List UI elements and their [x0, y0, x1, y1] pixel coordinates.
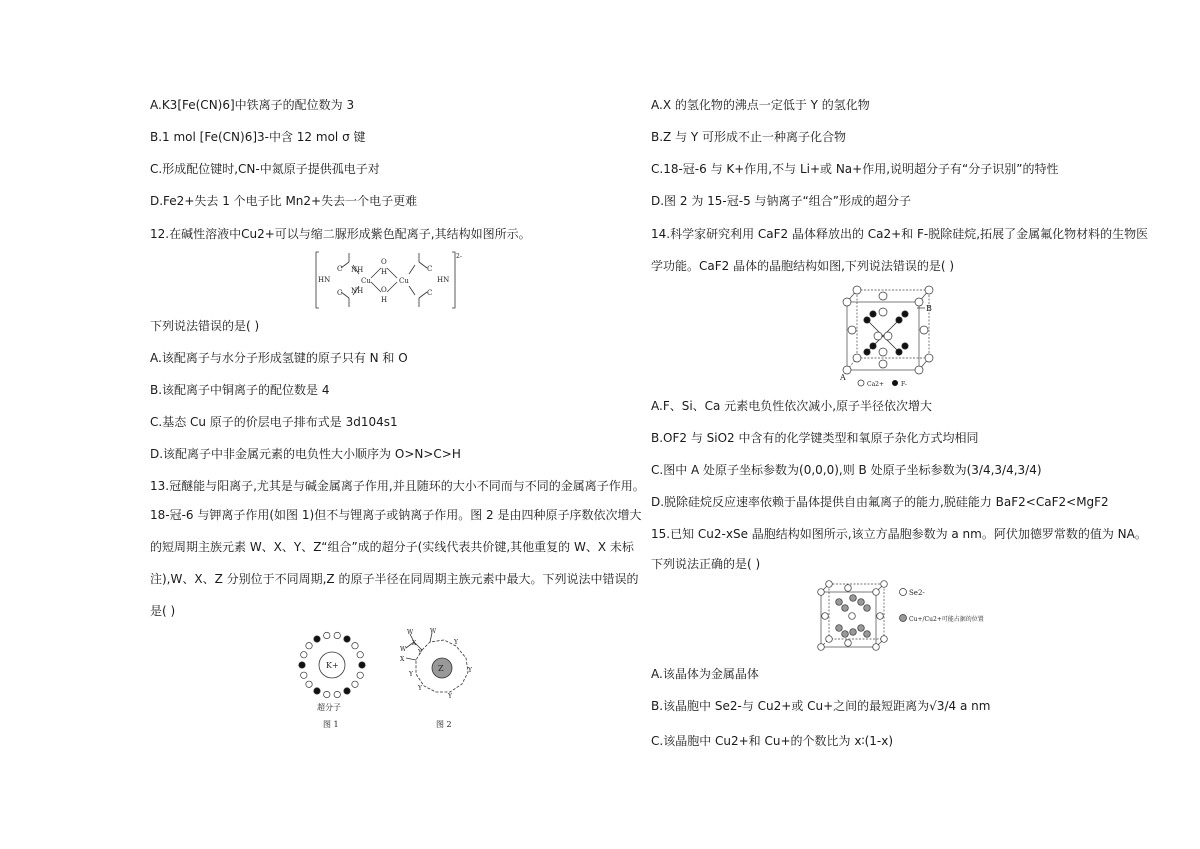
ring-atom — [324, 691, 330, 697]
q15-line-2: 下列说法正确的是( ) — [651, 557, 761, 571]
ca-ion — [879, 360, 887, 368]
q13-figure-2 — [400, 628, 490, 733]
f-ion — [896, 317, 902, 323]
se-ion — [881, 636, 888, 643]
ring-atom — [299, 662, 305, 668]
ca-ion — [915, 366, 923, 374]
fig1-center-label: K+ — [326, 661, 339, 670]
q12-complex-structure-figure — [315, 250, 470, 310]
q12-label-hn-left: HN — [318, 276, 331, 284]
f-ion — [864, 349, 870, 355]
ca-ion — [879, 292, 887, 300]
ring-atom — [357, 652, 363, 658]
f-ion — [864, 317, 870, 323]
se-ion — [818, 589, 825, 596]
q12-label-c3: C — [427, 265, 433, 273]
q13-line-5: 是( ) — [150, 604, 176, 618]
se-ion — [849, 613, 856, 620]
ring-atom — [306, 681, 312, 687]
q12-label-o-top: O — [381, 258, 387, 266]
fig2-atom-x1: X — [412, 640, 417, 647]
fig2-atom-y2: Y — [454, 639, 458, 646]
se-ion — [873, 644, 880, 651]
q13-line-1: 13.冠醚能与阳离子,尤其是与碱金属离子作用,并且随环的大小不同而与不同的金属离子作用。 — [150, 479, 645, 493]
ca-ion — [874, 332, 882, 340]
fig2-atom-y5: Y — [418, 685, 422, 692]
q13-line-4: 注),W、X、Z 分别位于不同周期,Z 的原子半径在同周期主族元素中最大。下列说法中错误的 — [150, 572, 639, 586]
q13-option-a: A.X 的氢化物的沸点一定低于 Y 的氢化物 — [651, 98, 870, 112]
q11-option-a: A.K3[Fe(CN)6]中铁离子的配位数为 3 — [150, 98, 355, 112]
ring-atom — [352, 681, 358, 687]
fig2-atom-w3: W — [430, 628, 437, 635]
q14-line-2: 学功能。CaF2 晶体的晶胞结构如图,下列说法错误的是( ) — [651, 259, 955, 273]
q14-option-a: A.F、Si、Ca 元素电负性依次减小,原子半径依次增大 — [651, 399, 933, 413]
q15-cu2xse-unit-cell-figure — [817, 580, 984, 655]
q12-label-c1: C — [337, 265, 343, 273]
q12-label-nh-2: NH — [351, 287, 364, 295]
q12-label-cu-2: Cu — [399, 277, 409, 285]
se-ion-set — [818, 581, 888, 651]
ring-atom — [359, 662, 365, 668]
fig2-atom-w1: W — [407, 629, 414, 636]
ring-atom — [314, 688, 320, 694]
cu-site — [836, 599, 843, 606]
ca-ion — [879, 308, 887, 316]
q13-option-b: B.Z 与 Y 可形成不止一种离子化合物 — [651, 130, 847, 144]
q12-question: 下列说法错误的是( ) — [150, 319, 260, 333]
cu-site — [836, 625, 843, 632]
fig2-atom-x2: X — [400, 656, 405, 663]
q15-line-1: 15.已知 Cu2-xSe 晶胞结构如图所示,该立方晶胞参数为 a nm。阿伏加德罗常数的值为 NA。 — [651, 527, 1147, 541]
ca-ion-set — [843, 286, 933, 374]
ca-ion — [925, 354, 933, 362]
ring-atom — [344, 636, 350, 642]
fig2-atom-y6: Y — [409, 671, 413, 678]
q13-line-2: 18-冠-6 与钾离子作用(如图 1)但不与锂离子或钠离子作用。图 2 是由四种原子序数依次增大 — [150, 508, 642, 522]
cu-site — [850, 595, 857, 602]
ca-ion — [848, 326, 856, 334]
ring-atom — [301, 652, 307, 658]
se-ion — [881, 581, 888, 588]
ring-atom — [334, 632, 340, 638]
ring-atom — [306, 643, 312, 649]
q14-option-c: C.图中 A 处原子坐标参数为(0,0,0),则 B 处原子坐标参数为(3/4,3/4,3/4) — [651, 463, 1042, 477]
q12-label-nh-1: NH — [351, 266, 364, 274]
se-ion — [822, 613, 829, 620]
ring-atom — [324, 632, 330, 638]
ring-atom — [334, 691, 340, 697]
ca-ion — [843, 298, 851, 306]
q15-legend-cu: Cu+/Cu2+可能占据的位置 — [909, 616, 984, 623]
fig2-atom-y1: Y — [418, 649, 422, 656]
cu-site — [858, 625, 865, 632]
q12-option-b: B.该配离子中铜离子的配位数是 4 — [150, 383, 330, 397]
ca-ion — [920, 326, 928, 334]
q15-option-c: C.该晶胞中 Cu2+和 Cu+的个数比为 x∶(1-x) — [651, 734, 894, 748]
q12-label-cu-1: Cu — [361, 277, 371, 285]
cu-site — [850, 629, 857, 636]
fig2-atom-y4: Y — [448, 693, 452, 700]
ring-atom — [314, 636, 320, 642]
f-ion — [870, 343, 876, 349]
fig2-caption: 图 2 — [436, 720, 452, 729]
q12-label-hn-right: HN — [437, 276, 450, 284]
se-ion — [818, 644, 825, 651]
q12-option-c: C.基态 Cu 原子的价层电子排布式是 3d104s1 — [150, 415, 398, 429]
ring-atom — [357, 672, 363, 678]
ca-ion — [915, 298, 923, 306]
se-ion — [826, 636, 833, 643]
q12-label-c2: C — [337, 289, 343, 297]
q14-legend-f: F- — [901, 381, 907, 388]
ca-ion — [884, 332, 892, 340]
q14-legend-ca: Ca2+ — [867, 381, 885, 388]
se-ion — [845, 640, 852, 647]
ca-ion — [853, 286, 861, 294]
ring-atom — [344, 688, 350, 694]
fig2-center-label: Z — [438, 664, 444, 673]
cu-site — [842, 631, 849, 638]
q12-label-h-top: H — [381, 268, 388, 276]
q14-label-b: B — [926, 304, 932, 313]
f-ion — [902, 343, 908, 349]
f-ion — [896, 349, 902, 355]
q14-line-1: 14.科学家研究利用 CaF2 晶体释放出的 Ca2+和 F-脱除硅烷,拓展了金属氟化物材料的生物医 — [651, 227, 1149, 241]
q14-option-d: D.脱除硅烷反应速率依赖于晶体提供自由氟离子的能力,脱硅能力 BaF2<CaF2<MgF2 — [651, 495, 1109, 509]
ca-ion — [925, 286, 933, 294]
ring-atom — [352, 643, 358, 649]
q15-option-b: B.该晶胞中 Se2-与 Cu2+或 Cu+之间的最短距离为√3/4 a nm — [651, 699, 991, 713]
fig2-atom-w2: W — [400, 646, 407, 653]
q11-option-b: B.1 mol [Fe(CN)6]3-中含 12 mol σ 键 — [150, 130, 366, 144]
q11-option-d: D.Fe2+失去 1 个电子比 Mn2+失去一个电子更难 — [150, 194, 418, 208]
q12-label-charge: 2- — [456, 253, 462, 260]
q11-option-c: C.形成配位键时,CN-中氮原子提供孤电子对 — [150, 162, 380, 176]
q15-legend-se: Se2- — [909, 589, 925, 597]
se-ion — [826, 581, 833, 588]
ca-ion — [879, 348, 887, 356]
q12-label-h-bottom: H — [381, 296, 388, 304]
se-ion — [845, 585, 852, 592]
q15-option-a: A.该晶体为金属晶体 — [651, 667, 759, 681]
q12-label-o-bottom: O — [381, 286, 387, 294]
ring-atom — [301, 672, 307, 678]
q13-figure-1 — [295, 628, 370, 733]
fig1-caption: 图 1 — [323, 720, 339, 729]
ca-ion — [853, 354, 861, 362]
fig1-caption-top: 超分子 — [317, 703, 341, 712]
q13-line-3: 的短周期主族元素 W、X、Y、Z“组合”成的超分子(实线代表共价键,其他重复的 W、X 未标 — [150, 540, 634, 554]
se-ion — [877, 613, 884, 620]
q12-stem: 12.在碱性溶液中Cu2+可以与缩二脲形成紫色配离子,其结构如图所示。 — [150, 227, 531, 241]
q14-label-a: A — [840, 373, 846, 382]
q12-option-d: D.该配离子中非金属元素的电负性大小顺序为 O>N>C>H — [150, 447, 461, 461]
cu-site — [864, 631, 871, 638]
f-ion — [870, 311, 876, 317]
cu-site — [842, 605, 849, 612]
fig2-atom-y3: Y — [468, 667, 472, 674]
q13-option-d: D.图 2 为 15-冠-5 与钠离子“组合”形成的超分子 — [651, 194, 911, 208]
q13-option-c: C.18-冠-6 与 K+作用,不与 Li+或 Na+作用,说明超分子有“分子识别”的特性 — [651, 162, 1059, 176]
f-ion — [902, 311, 908, 317]
q12-label-c4: C — [427, 289, 433, 297]
q14-option-b: B.OF2 与 SiO2 中含有的化学键类型和氧原子杂化方式均相同 — [651, 431, 979, 445]
q14-caf2-unit-cell-figure — [837, 282, 947, 390]
cu-site — [864, 605, 871, 612]
se-ion — [873, 589, 880, 596]
q12-option-a: A.该配离子与水分子形成氢键的原子只有 N 和 O — [150, 351, 408, 365]
cu-site — [858, 599, 865, 606]
